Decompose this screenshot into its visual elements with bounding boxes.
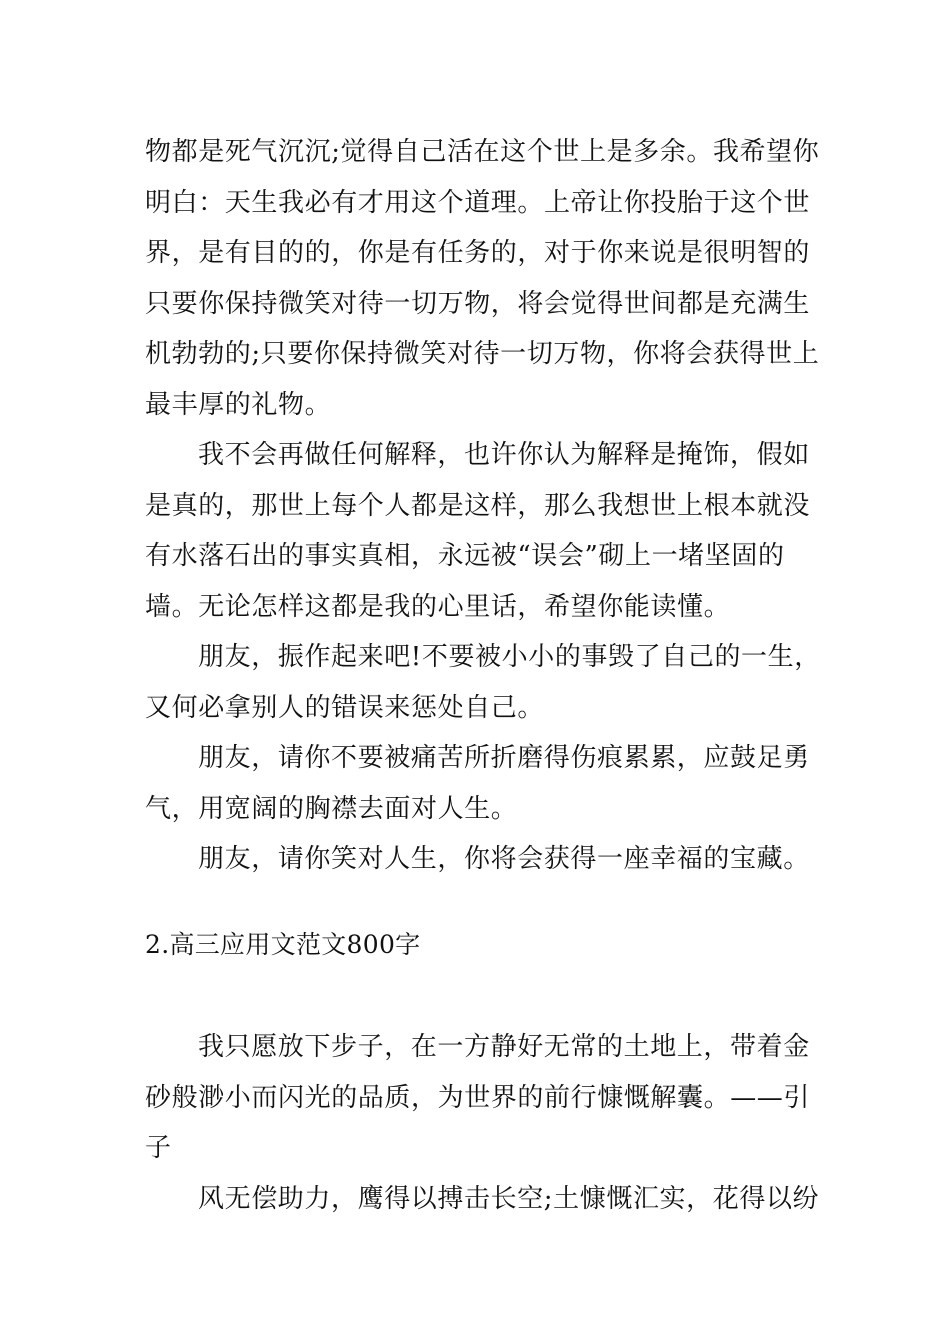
- spacer: [145, 970, 810, 1022]
- text-line: 朋友，振作起来吧!不要被小小的事毁了自己的一生，: [198, 642, 821, 672]
- text-line: 只要你保持微笑对待一切万物，将会觉得世间都是充满生: [145, 288, 811, 319]
- text-line: 最丰厚的礼物。: [145, 389, 332, 420]
- text-line: 朋友，请你笑对人生，你将会获得一座幸福的宝藏。: [198, 844, 810, 874]
- paragraph-continuation: [145, 127, 820, 430]
- text-line: 物都是死气沉沉;觉得自己活在这个世上是多余。我希望你: [145, 137, 820, 167]
- document-page: [145, 127, 821, 1224]
- paragraph: [145, 1174, 820, 1225]
- section-heading: 2.高三应用文范文800字: [145, 929, 421, 959]
- text-line: 风无偿助力，鹰得以搏击长空;土慷慨汇实，花得以纷: [198, 1183, 820, 1214]
- text-line: 砂般渺小而闪光的品质，为世界的前行慷慨解囊。——引: [145, 1082, 811, 1113]
- text-line: 又何必拿别人的错误来惩处自己。: [145, 692, 545, 723]
- paragraph: [145, 733, 810, 834]
- text-line: 明白：天生我必有才用这个道理。上帝让你投胎于这个世: [145, 187, 811, 218]
- text-line: 机勃勃的;只要你保持微笑对待一切万物，你将会获得世上: [145, 339, 820, 369]
- paragraph: [145, 1022, 810, 1174]
- text-line: 有水落石出的事实真相，永远被“误会”砌上一堵坚固的: [145, 541, 785, 571]
- paragraph: [145, 632, 821, 733]
- text-line: 是真的，那世上每个人都是这样，那么我想世上根本就没: [145, 490, 811, 521]
- spacer: [145, 885, 810, 920]
- text-line: 气，用宽阔的胸襟去面对人生。: [145, 793, 518, 824]
- text-line: 我只愿放下步子，在一方静好无常的土地上，带着金: [198, 1032, 810, 1062]
- text-line: 墙。无论怎样这都是我的心里话，希望你能读懂。: [145, 591, 731, 622]
- text-line: 子: [145, 1133, 172, 1163]
- text-line: 朋友，请你不要被痛苦所折磨得伤痕累累，应鼓足勇: [198, 743, 810, 773]
- paragraph: [145, 834, 810, 885]
- paragraph: [145, 430, 810, 632]
- text-line: 界，是有目的的，你是有任务的，对于你来说是很明智的: [145, 238, 811, 268]
- text-line: 我不会再做任何解释，也许你认为解释是掩饰，假如: [198, 440, 810, 470]
